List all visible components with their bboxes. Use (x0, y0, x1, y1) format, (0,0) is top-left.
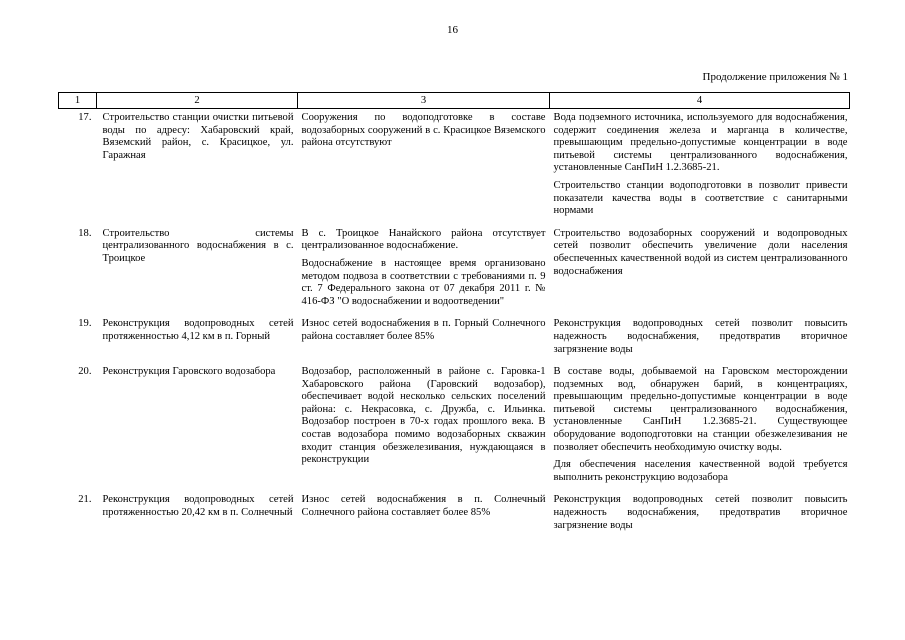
header-col-2: 2 (97, 93, 298, 109)
current-state-text: Износ сетей водоснабжения в п. Горный Солнечного района составляет более 85% (301, 318, 546, 342)
project-name: Реконструкция водопроводных сетей протяженностью 4,12 км в п. Горный (102, 318, 294, 342)
current-state-text: В с. Троицкое Нанайского района отсутствует централизованное водоснабжение. (301, 227, 546, 252)
justification-text: Вода подземного источника, используемого для водоснабжения, содержит соединения железа и марганца в количестве, превышающим предельно-допустимые концентрации в воде питьевой системы централизованного водоснабжения, установленные СанПиН 1.2.3685-21. (553, 112, 848, 174)
table-row (59, 363, 850, 491)
page-number: 16 (447, 24, 458, 36)
current-state-text: Водозабор, расположенный в районе с. Гаровка-1 Хабаровского района (Гаровский водозабор), обеспечивает водой несколько сельских поселений района: с. Некрасовка, с. Дружба, с. Ильинка. Водозабор построен в 70-х годах прошлого века. В состав водозабора помимо водозаборных скважин входит станция обезжелезивания, нуждающаяся в реконструкции (301, 366, 546, 466)
current-state-text: Водоснабжение в настоящее время организовано методом подвоза в соответствии с требованиями п. 9 ст. 7 Федерального закона от 07 декабря 2011 г. № 416-ФЗ "О водоснабжении и водоотведении" (301, 257, 546, 307)
header-col-3: 3 (298, 93, 550, 109)
justification-cell (550, 225, 850, 316)
current-state-cell (298, 225, 550, 316)
justification-text: Для обеспечения населения качественной водой требуется выполнить реконструкцию водозабора (553, 459, 848, 483)
row-number: 20. (78, 366, 92, 378)
justification-cell (550, 315, 850, 363)
justification-text: Реконструкция водопроводных сетей позволит повысить надежность водоснабжения, предотвратив вторичное загрязнение воды (553, 318, 848, 355)
project-name: Реконструкция водопроводных сетей протяженностью 20,42 км в п. Солнечный (102, 494, 294, 519)
continuation-label: Продолжение приложения № 1 (702, 71, 848, 83)
justification-text: Строительство станции водоподготовки в позволит привести показатели качества воды в соответствие с санитарными нормами (553, 179, 848, 217)
header-col-4: 4 (550, 93, 850, 109)
project-name: Строительство системы централизованного водоснабжения в с. Троицкое (102, 227, 294, 264)
table-row (59, 225, 850, 316)
header-col-1: 1 (59, 93, 97, 109)
justification-cell (550, 109, 850, 225)
table-row (59, 491, 850, 539)
current-state-text: Сооружения по водоподготовке в составе водозаборных сооружений в с. Красицкое Вяземского района отсутствуют (301, 112, 546, 149)
table-row (59, 315, 850, 363)
project-name: Реконструкция Гаровского водозабора (102, 366, 276, 378)
row-number: 18. (78, 227, 92, 239)
header-row (59, 93, 850, 109)
justification-text: Строительство водозаборных сооружений и водопроводных сетей позволит обеспечить увеличение доли населения обеспеченных качественной водой из систем централизованного водоснабжения (553, 227, 848, 277)
table-row (59, 109, 850, 225)
justification-text: В составе воды, добываемой на Гаровском месторождении подземных вод, обнаружен барий, в концентрациях, превышающим предельно-допустимые концентрации в воде питьевой системы централизованного водоснабжения, установленные СанПиН 1.2.3685-21. Существующее оборудование водоподготовки на станции обезжелезивания не позволяет обеспечить необходимую очистку воды. (553, 366, 848, 453)
project-name: Строительство станции очистки питьевой воды по адресу: Хабаровский край, Вяземский район, с. Красицкое, ул. Гаражная (102, 112, 294, 161)
justification-cell (550, 491, 850, 539)
justification-text: Реконструкция водопроводных сетей позволит повысить надежность водоснабжения, предотвратив вторичное загрязнение воды (553, 494, 848, 531)
justification-cell (550, 363, 850, 491)
appendix-table (58, 92, 850, 539)
row-number: 19. (78, 318, 92, 330)
current-state-cell (298, 363, 550, 491)
current-state-cell (298, 315, 550, 363)
current-state-text: Износ сетей водоснабжения в п. Солнечный Солнечного района составляет более 85% (301, 494, 546, 519)
row-number: 17. (78, 112, 92, 123)
current-state-cell (298, 491, 550, 539)
current-state-cell (298, 109, 550, 225)
row-number: 21. (78, 494, 92, 506)
